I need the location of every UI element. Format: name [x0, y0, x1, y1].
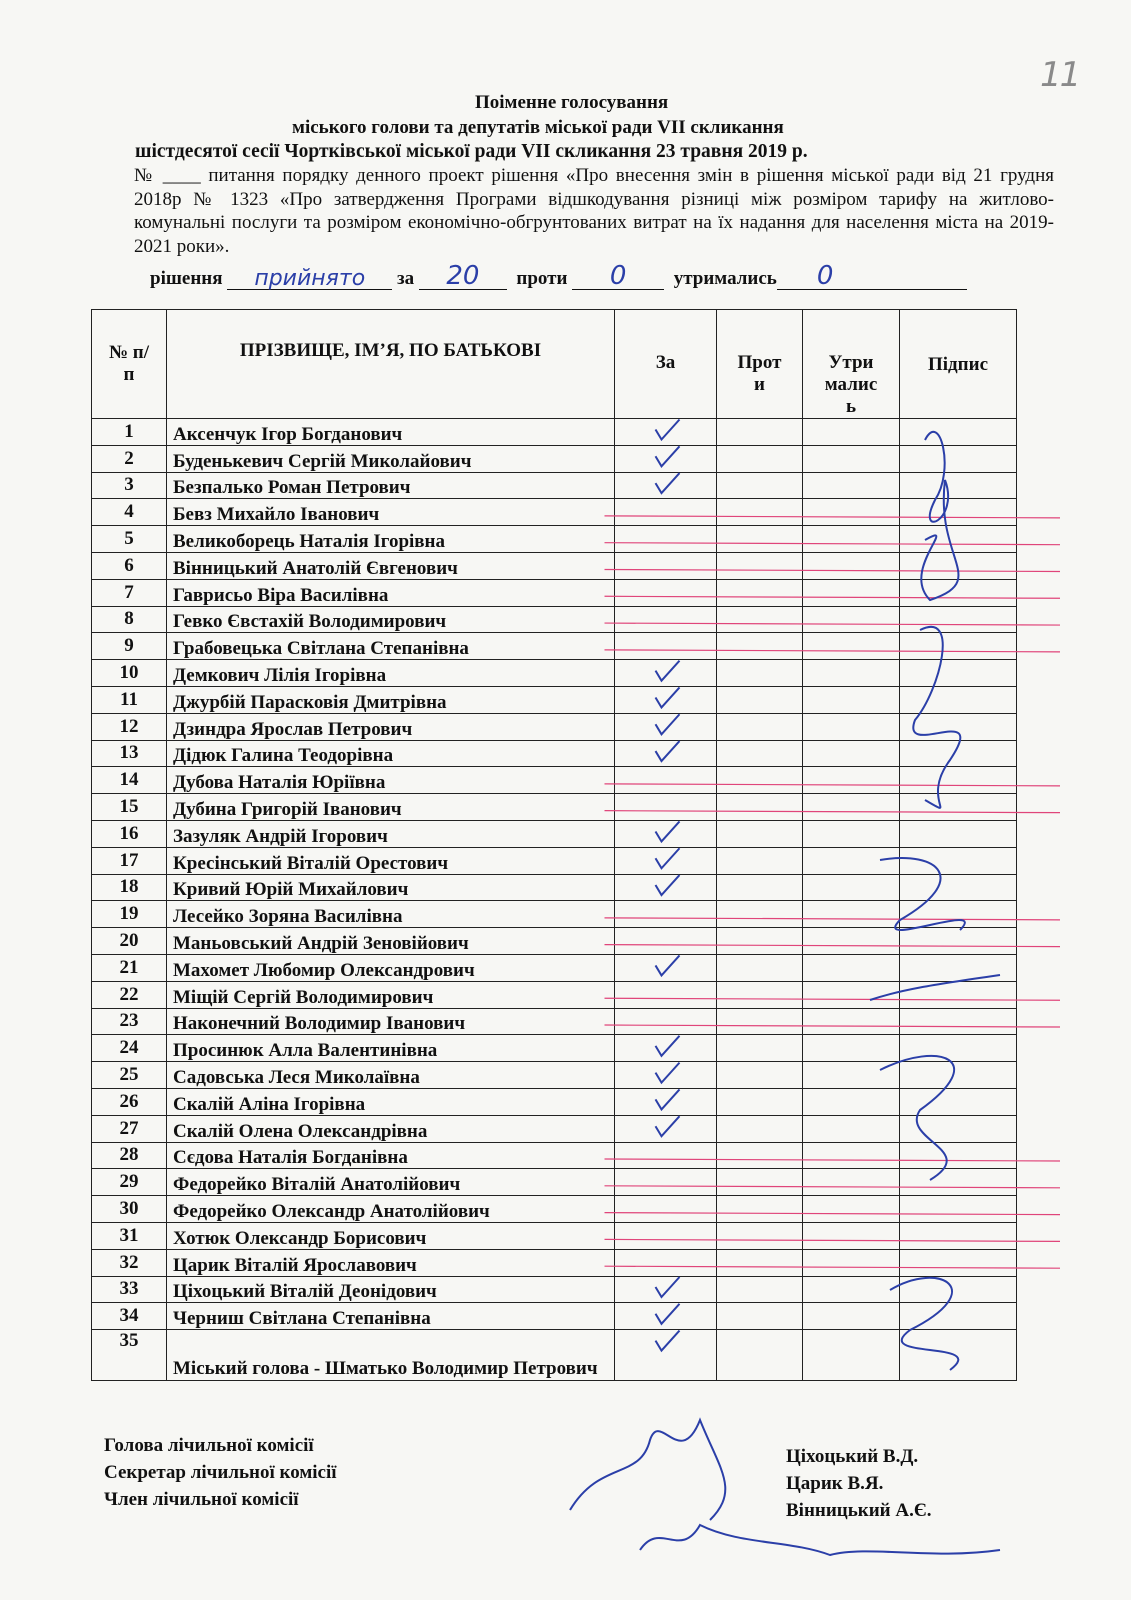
member-label: Член лічильної комісії — [104, 1489, 299, 1510]
abstain-label: утримались — [673, 268, 777, 289]
row-number: 23 — [92, 1008, 167, 1035]
header-name: ПРІЗВИЩЕ, ІМ’Я, ПО БАТЬКОВІ — [167, 310, 615, 419]
strike-line — [605, 543, 1061, 545]
row-number: 19 — [92, 901, 167, 928]
check-mark — [656, 687, 680, 707]
row-number: 13 — [92, 740, 167, 767]
row-number: 15 — [92, 794, 167, 821]
check-mark — [656, 473, 680, 493]
member-name: Вінницький А.Є. — [786, 1500, 932, 1521]
deputy-name: Хотюк Олександр Борисович — [167, 1222, 615, 1249]
against-label: проти — [516, 268, 568, 289]
strike-line — [605, 596, 1061, 598]
strike-line — [605, 918, 1061, 920]
row-number: 8 — [92, 606, 167, 633]
deputy-name: Бевз Михайло Іванович — [167, 499, 615, 526]
deputy-name: Наконечний Володимир Іванович — [167, 1008, 615, 1035]
deputy-name: Кресінський Віталій Орестович — [167, 847, 615, 874]
check-mark — [656, 661, 680, 681]
signature-scribbles — [570, 432, 1000, 1555]
check-mark — [656, 821, 680, 841]
strike-line — [605, 623, 1061, 625]
deputy-name: Черниш Світлана Степанівна — [167, 1303, 615, 1330]
row-number: 18 — [92, 874, 167, 901]
check-mark — [656, 446, 680, 466]
deputy-name: Садовська Леся Миколаївна — [167, 1062, 615, 1089]
check-mark — [656, 1277, 680, 1297]
deputy-name: Царик Віталій Ярославович — [167, 1249, 615, 1276]
deputy-name: Лесейко Зоряна Василівна — [167, 901, 615, 928]
page-number: 11 — [1040, 55, 1080, 95]
row-number: 11 — [92, 686, 167, 713]
deputy-name: Міщій Сергій Володимирович — [167, 981, 615, 1008]
header-for: За — [615, 310, 717, 419]
doc-subtitle-1: міського голови та депутатів міської ради VII скликання — [292, 117, 784, 138]
row-number: 4 — [92, 499, 167, 526]
row-number: 17 — [92, 847, 167, 874]
check-mark — [656, 955, 680, 975]
check-mark — [656, 1036, 680, 1056]
row-number: 2 — [92, 445, 167, 472]
row-number: 24 — [92, 1035, 167, 1062]
deputy-name: Міський голова - Шматько Володимир Петрович — [167, 1330, 615, 1381]
check-mark — [656, 1089, 680, 1109]
row-number: 35 — [92, 1330, 167, 1381]
deputy-name: Вінницький Анатолій Євгенович — [167, 552, 615, 579]
deputy-name: Кривий Юрій Михайлович — [167, 874, 615, 901]
header-against: Прот и — [717, 310, 803, 419]
deputy-name: Великоборець Наталія Ігорівна — [167, 526, 615, 553]
strike-lines — [605, 516, 1061, 1268]
deputy-name: Федорейко Віталій Анатолійович — [167, 1169, 615, 1196]
deputy-name: Джурбій Парасковія Дмитрівна — [167, 686, 615, 713]
row-number: 20 — [92, 928, 167, 955]
footer-signature-2 — [640, 1525, 1000, 1555]
against-count-field: 0 — [572, 269, 664, 290]
row-number: 16 — [92, 820, 167, 847]
strike-line — [605, 516, 1061, 518]
check-mark — [656, 1063, 680, 1083]
deputy-name: Федорейко Олександр Анатолійович — [167, 1196, 615, 1223]
signature-scribble-mid — [913, 627, 960, 808]
check-mark — [656, 420, 680, 440]
strike-line — [605, 784, 1061, 786]
strike-line — [605, 650, 1061, 652]
deputy-name: Дідюк Галина Теодорівна — [167, 740, 615, 767]
for-count-field: 20 — [419, 269, 507, 290]
deputy-name: Дубина Григорій Іванович — [167, 794, 615, 821]
strike-line — [605, 1159, 1061, 1161]
row-number: 5 — [92, 526, 167, 553]
doc-subtitle-2: шістдесятої сесії Чортківської міської ради VII скликання 23 травня 2019 р. — [135, 141, 808, 162]
signature-scribble-top — [921, 432, 958, 600]
row-number: 3 — [92, 472, 167, 499]
deputy-name: Сєдова Наталія Богданівна — [167, 1142, 615, 1169]
strike-line — [605, 569, 1061, 571]
signature-scribble-21 — [870, 975, 1000, 1000]
deputy-name: Ціхоцький Віталій Деонідович — [167, 1276, 615, 1303]
decision-label: рішення — [150, 268, 223, 289]
strike-line — [605, 1186, 1061, 1188]
deputy-name: Дубова Наталія Юріївна — [167, 767, 615, 794]
signature-scribble-32 — [890, 1278, 958, 1370]
header-no: № п/п — [92, 310, 167, 419]
row-number: 28 — [92, 1142, 167, 1169]
row-number: 14 — [92, 767, 167, 794]
deputy-name: Скалій Олена Олександрівна — [167, 1115, 615, 1142]
deputy-name: Зазуляк Андрій Ігорович — [167, 820, 615, 847]
row-number: 7 — [92, 579, 167, 606]
row-number: 22 — [92, 981, 167, 1008]
chair-name: Ціхоцький В.Д. — [786, 1446, 919, 1467]
row-number: 26 — [92, 1088, 167, 1115]
strike-line — [605, 1213, 1061, 1215]
deputy-name: Маньовський Андрій Зеновійович — [167, 928, 615, 955]
for-label: за — [397, 268, 415, 289]
check-mark — [656, 1331, 680, 1351]
row-number: 9 — [92, 633, 167, 660]
signature-scribble-24 — [880, 1056, 954, 1180]
question-text: № ____ питання порядку денного проект рішення «Про внесення змін в рішення міської ради від 21 грудня 2018р № 1323 «Про затвердження Програми відшкодування різниці між розміром тарифу на житлово-комунальні послуги та розміром економічно-обгрунтованих витрат на їх надання для населення міста на 2019-2021 роки». — [134, 165, 1054, 257]
deputy-name: Махомет Любомир Олександрович — [167, 954, 615, 981]
check-mark — [656, 714, 680, 734]
check-mark — [656, 875, 680, 895]
deputy-name: Дзиндра Ярослав Петрович — [167, 713, 615, 740]
deputy-name: Буденькевич Сергій Миколайович — [167, 445, 615, 472]
secretary-label: Секретар лічильної комісії — [104, 1462, 337, 1483]
deputy-name: Просинюк Алла Валентинівна — [167, 1035, 615, 1062]
row-number: 34 — [92, 1303, 167, 1330]
row-number: 30 — [92, 1196, 167, 1223]
strike-line — [605, 1239, 1061, 1241]
doc-title: Поіменне голосування — [475, 92, 669, 113]
strike-line — [605, 811, 1061, 813]
footer-signature-1 — [570, 1420, 725, 1520]
deputy-name: Аксенчук Ігор Богданович — [167, 419, 615, 446]
abstain-count-field: 0 — [777, 269, 967, 290]
chair-label: Голова лічильної комісії — [104, 1435, 314, 1456]
strike-line — [605, 1266, 1061, 1268]
row-number: 33 — [92, 1276, 167, 1303]
check-mark — [656, 741, 680, 761]
deputy-name: Грабовецька Світлана Степанівна — [167, 633, 615, 660]
deputy-name: Гевко Євстахій Володимирович — [167, 606, 615, 633]
check-marks — [656, 420, 680, 1351]
deputy-name: Скалій Аліна Ігорівна — [167, 1088, 615, 1115]
deputy-name: Гаврисьо Віра Василівна — [167, 579, 615, 606]
row-number: 25 — [92, 1062, 167, 1089]
decision-result-field: прийнято — [227, 269, 392, 290]
row-number: 12 — [92, 713, 167, 740]
strike-line — [605, 945, 1061, 947]
row-number: 1 — [92, 419, 167, 446]
row-number: 21 — [92, 954, 167, 981]
check-mark — [656, 1116, 680, 1136]
strike-line — [605, 998, 1061, 1000]
strike-line — [605, 1025, 1061, 1027]
row-number: 6 — [92, 552, 167, 579]
row-number: 32 — [92, 1249, 167, 1276]
secretary-name: Царик В.Я. — [786, 1473, 884, 1494]
check-mark — [656, 1304, 680, 1324]
row-number: 31 — [92, 1222, 167, 1249]
header-signature: Підпис — [900, 310, 1017, 419]
deputy-name: Безпалько Роман Петрович — [167, 472, 615, 499]
check-mark — [656, 848, 680, 868]
row-number: 29 — [92, 1169, 167, 1196]
row-number: 27 — [92, 1115, 167, 1142]
header-abstain: Утри малис ь — [803, 310, 900, 419]
row-number: 10 — [92, 660, 167, 687]
deputy-name: Демкович Лілія Ігорівна — [167, 660, 615, 687]
